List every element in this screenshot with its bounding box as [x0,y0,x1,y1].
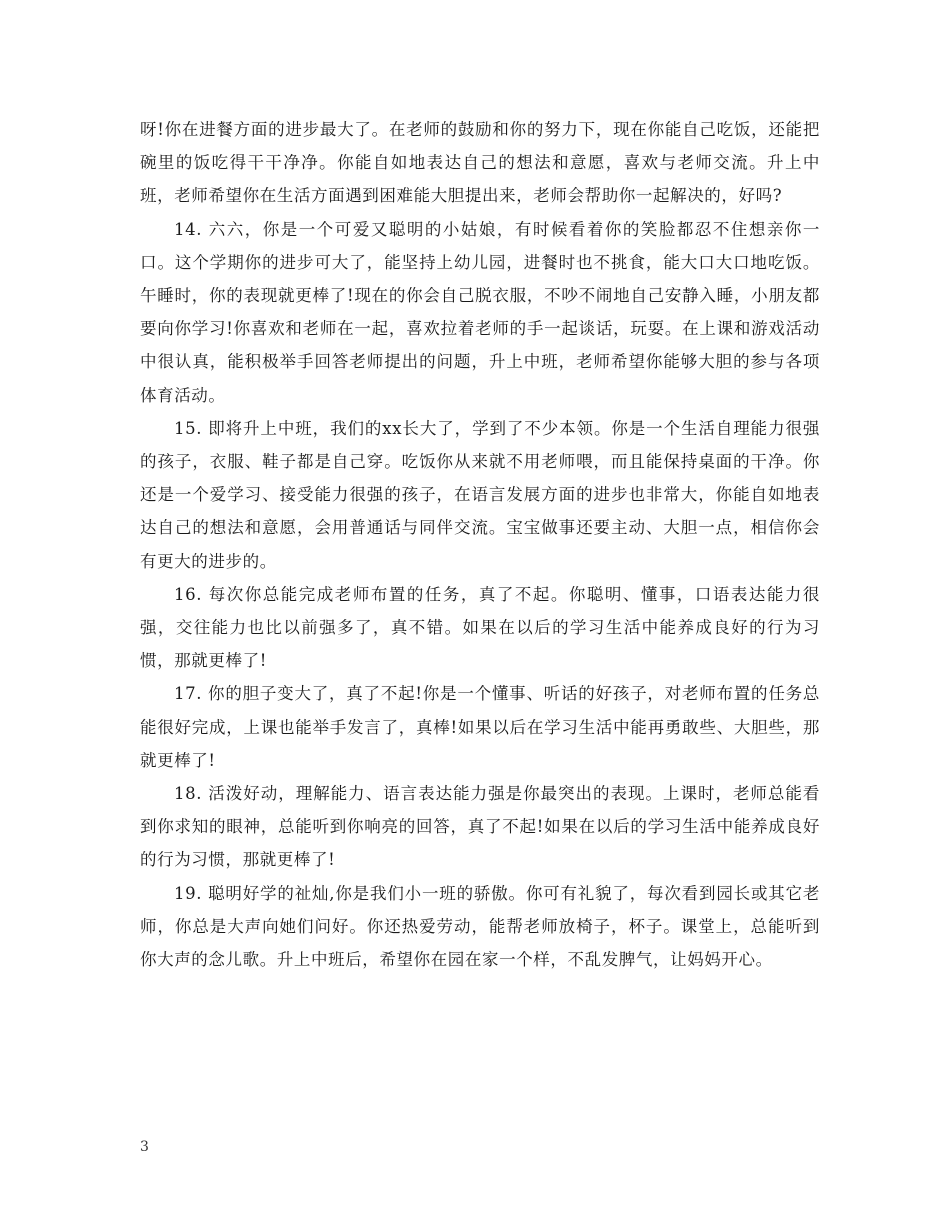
paragraph-continuation: 呀!你在进餐方面的进步最大了。在老师的鼓励和你的努力下，现在你能自己吃饭，还能把碗里的饭吃得干干净净。你能自如地表达自己的想法和意愿，喜欢与老师交流。升上中班，老师希望你在生活方面遇到困难能大胆提出来，老师会帮助你一起解决的，好吗? [140,120,820,206]
paragraph-item-15: 15. 即将升上中班，我们的xx长大了，学到了不少本领。你是一个生活自理能力很强的孩子，衣服、鞋子都是自己穿。吃饭你从来就不用老师喂，而且能保持桌面的干净。你还是一个爱学习、接受能力很强的孩子，在语言发展方面的进步也非常大，你能自如地表达自己的想法和意愿，会用普通话与同伴交流。宝宝做事还要主动、大胆一点，相信你会有更大的进步的。 [140,418,820,571]
paragraph-item-18: 18. 活泼好动，理解能力、语言表达能力强是你最突出的表现。上课时，老师总能看到你求知的眼神，总能听到你响亮的回答，真了不起!如果在以后的学习生活中能养成良好的行为习惯，那就更棒了! [140,784,820,870]
page-body [140,113,820,976]
paragraph-item-16: 16. 每次你总能完成老师布置的任务，真了不起。你聪明、懂事，口语表达能力很强，交往能力也比以前强多了，真不错。如果在以后的学习生活中能养成良好的行为习惯，那就更棒了! [140,584,820,671]
page-number: 3 [140,1139,149,1155]
paragraph-item-14: 14. 六六，你是一个可爱又聪明的小姑娘，有时候看着你的笑脸都忍不住想亲你一口。这个学期你的进步可大了，能坚持上幼儿园，进餐时也不挑食，能大口大口地吃饭。午睡时，你的表现就更棒了!现在的你会自己脱衣服，不吵不闹地自己安静入睡，小朋友都要向你学习!你喜欢和老师在一起，喜欢拉着老师的手一起谈话，玩耍。在上课和游戏活动中很认真，能积极举手回答老师提出的问题，升上中班，老师希望你能够大胆的参与各项体育活动。 [140,219,820,405]
paragraph-item-19: 19. 聪明好学的祉灿,你是我们小一班的骄傲。你可有礼貌了，每次看到园长或其它老师，你总是大声向她们问好。你还热爱劳动，能帮老师放椅子，杯子。课堂上，总能听到你大声的念儿歌。升上中班后，希望你在园在家一个样，不乱发脾气，让妈妈开心。 [140,883,820,970]
paragraph-item-17: 17. 你的胆子变大了，真了不起!你是一个懂事、听话的好孩子，对老师布置的任务总能很好完成，上课也能举手发言了，真棒!如果以后在学习生活中能再勇敢些、大胆些，那就更棒了! [140,684,820,770]
